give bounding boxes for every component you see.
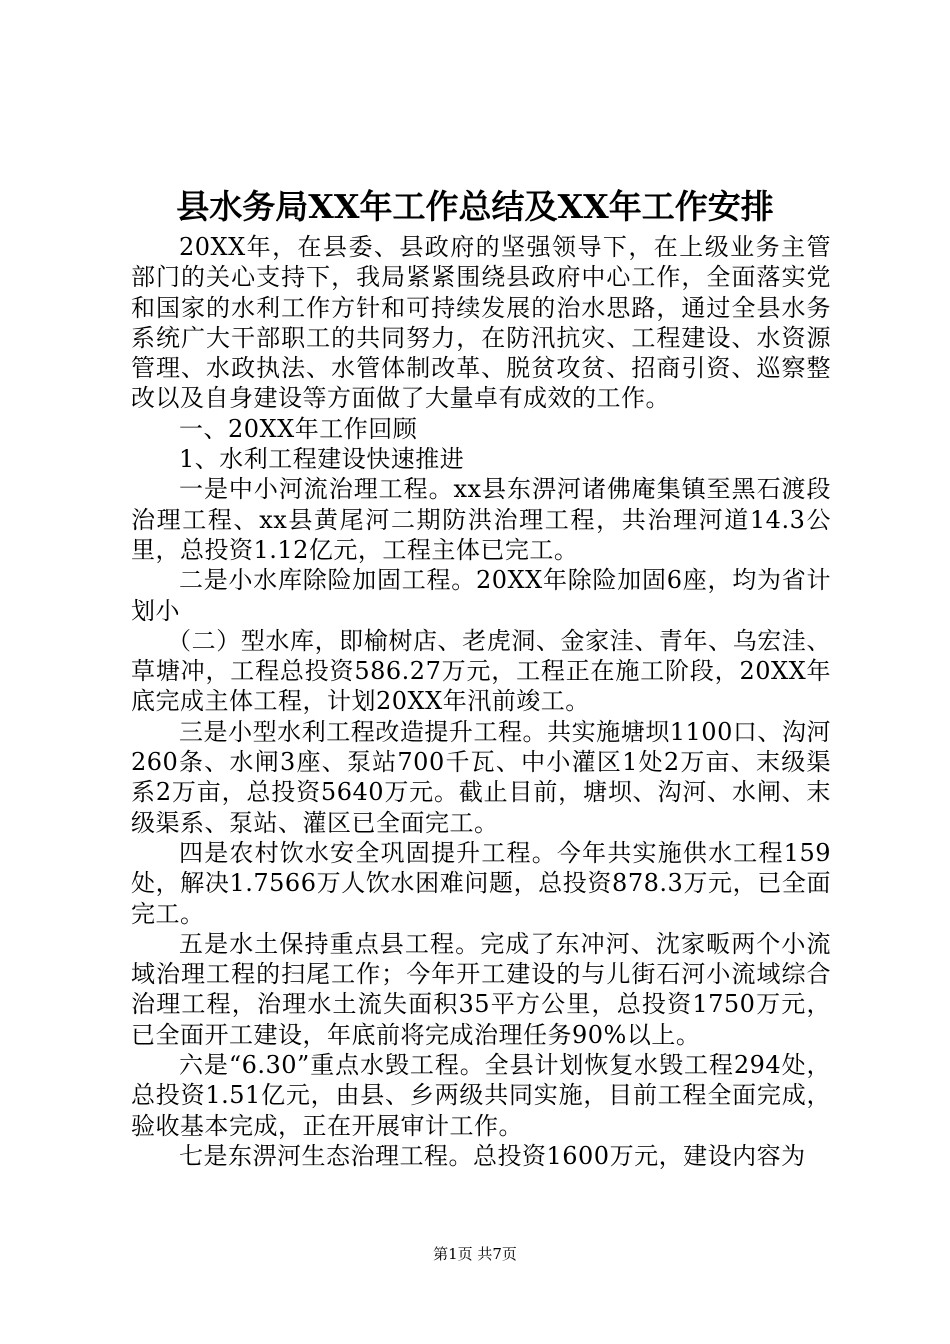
paragraph-item-6: 六是“6.30”重点水毁工程。全县计划恢复水毁工程294处，总投资1.51亿元，由县、乡两级共同实施，目前工程全面完成，验收基本完成，正在开展审计工作。 bbox=[131, 1051, 831, 1140]
paragraph-item-3: 三是小型水利工程改造提升工程。共实施塘坝1100口、沟河260条、水闸3座、泵站700千瓦、中小灌区1处2万亩、末级渠系2万亩，总投资5640万元。截止目前，塘坝、沟河、水闸、末级渠系、泵站、灌区已全面完工。 bbox=[131, 717, 831, 837]
paragraph-item-2-continued: （二）型水库，即榆树店、老虎洞、金家洼、青年、乌宏洼、草塘冲，工程总投资586.27万元，工程正在施工阶段，20XX年底完成主体工程，计划20XX年汛前竣工。 bbox=[131, 626, 831, 716]
section-heading: 一、20XX年工作回顾 bbox=[179, 414, 418, 443]
subsection-heading: 1、水利工程建设快速推进 bbox=[179, 445, 465, 474]
paragraph-intro: 20XX年，在县委、县政府的坚强领导下，在上级业务主管部门的关心支持下，我局紧紧围绕县政府中心工作，全面落实党和国家的水利工作方针和可持续发展的治水思路，通过全县水务系统广大干部职工的共同努力，在防汛抗灾、工程建设、水资源管理、水政执法、水管体制改革、脱贫攻贫、招商引资、巡察整改以及自身建设等方面做了大量卓有成效的工作。 bbox=[131, 233, 831, 413]
paragraph-item-7: 七是东淠河生态治理工程。总投资1600万元，建设内容为 bbox=[179, 1141, 806, 1170]
page-number-footer: 第1页 共7页 bbox=[433, 1245, 517, 1263]
paragraph-item-5: 五是水土保持重点县工程。完成了东冲河、沈家畈两个小流域治理工程的扫尾工作；今年开工建设的与儿街石河小流域综合治理工程，治理水土流失面积35平方公里，总投资1750万元，已全面开工建设，年底前将完成治理任务90%以上。 bbox=[131, 929, 831, 1049]
paragraph-item-4: 四是农村饮水安全巩固提升工程。今年共实施供水工程159处，解决1.7566万人饮水困难问题，总投资878.3万元，已全面完工。 bbox=[131, 838, 831, 928]
document-body bbox=[131, 232, 831, 1171]
paragraph-item-2: 二是小水库除险加固工程。20XX年除险加固6座，均为省计划小 bbox=[131, 566, 831, 625]
document-title: 县水务局XX年工作总结及XX年工作安排 bbox=[176, 187, 774, 226]
paragraph-item-1: 一是中小河流治理工程。xx县东淠河诸佛庵集镇至黑石渡段治理工程、xx县黄尾河二期防洪治理工程，共治理河道14.3公里，总投资1.12亿元，工程主体已完工。 bbox=[131, 475, 831, 564]
